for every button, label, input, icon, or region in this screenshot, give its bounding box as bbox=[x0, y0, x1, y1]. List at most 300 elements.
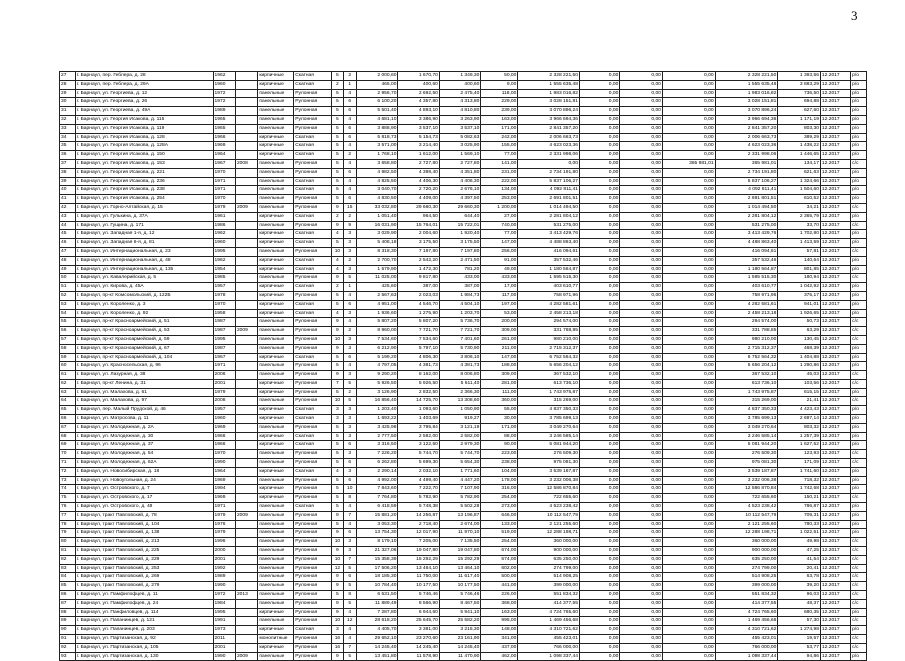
cell-reconstruction-year: 2009 bbox=[235, 511, 257, 520]
cell-wall-material: кирпичные bbox=[258, 291, 294, 300]
cell-cost-sum: 12 586 870,84 bbox=[715, 485, 778, 494]
cell-total-area: 465,00 bbox=[356, 80, 397, 89]
cell-entrances: 6 bbox=[343, 98, 356, 107]
cell-reconstruction-year bbox=[235, 115, 257, 124]
cell-residential-area: 3 537,10 bbox=[398, 124, 439, 133]
cell-private-area: 4 406,30 bbox=[439, 177, 480, 186]
cell-address: г. Барнаул, ул. Партизанская, д. 130 bbox=[75, 652, 213, 661]
cell-cost-sum: 403 610,77 bbox=[715, 283, 778, 292]
cell-cost-owners: 0,00 bbox=[662, 441, 715, 450]
cell-reconstruction-year bbox=[235, 89, 257, 98]
cell-address: г. Барнаул, ул. Молодежная, д. 2А bbox=[75, 423, 213, 432]
cell-cost-owners: 0,00 bbox=[662, 538, 715, 547]
cell-unit-cost: 1 438,22 bbox=[778, 142, 821, 151]
cell-entrances: 4 bbox=[343, 608, 356, 617]
cell-cost-federal: 0,00 bbox=[579, 353, 619, 362]
cell-cost-federal: 0,00 bbox=[579, 283, 619, 292]
cell-completion-date: 12.2017 bbox=[820, 256, 850, 265]
cell-method: с/с bbox=[851, 564, 867, 573]
cell-reconstruction-year bbox=[235, 142, 257, 151]
cell-cost-total: 3 246 585,14 bbox=[518, 432, 580, 441]
cell-row-number: 32 bbox=[60, 115, 76, 124]
cell-private-area: 400,60 bbox=[439, 80, 480, 89]
cell-row-number: 72 bbox=[60, 467, 76, 476]
cell-reconstruction-year bbox=[235, 626, 257, 635]
cell-private-area: 1 349,30 bbox=[439, 72, 480, 81]
cell-private-area: 4 351,80 bbox=[439, 168, 480, 177]
cell-cost-sum: 975 081,30 bbox=[715, 459, 778, 468]
cell-reconstruction-year bbox=[235, 520, 257, 529]
cell-private-area: 2 979,30 bbox=[439, 441, 480, 450]
cell-reconstruction-year bbox=[235, 643, 257, 652]
cell-cost-owners: 0,00 bbox=[662, 327, 715, 336]
cell-residential-area: 4 398,40 bbox=[398, 168, 439, 177]
cell-completion-date: 12.2017 bbox=[820, 309, 850, 318]
cell-method: р/о bbox=[851, 265, 867, 274]
cell-residential-area: 3 381,00 bbox=[398, 626, 439, 635]
cell-completion-date: 12.2017 bbox=[820, 362, 850, 371]
cell-row-number: 52 bbox=[60, 291, 76, 300]
cell-total-area: 3 888,90 bbox=[356, 124, 397, 133]
cell-residential-area: 5 154,73 bbox=[398, 133, 439, 142]
cell-row-number: 85 bbox=[60, 582, 76, 591]
cell-cost-federal: 0,00 bbox=[579, 608, 619, 617]
table-row bbox=[60, 212, 867, 221]
cell-unit-cost: 1 290,86 bbox=[778, 362, 821, 371]
cell-method: с/с bbox=[851, 555, 867, 564]
cell-reconstruction-year bbox=[235, 212, 257, 221]
cell-row-number: 38 bbox=[60, 168, 76, 177]
cell-cost-total: 531 275,00 bbox=[518, 221, 580, 230]
cell-cost-regional: 0,00 bbox=[620, 564, 663, 573]
cell-private-area: 15 722,01 bbox=[439, 221, 480, 230]
cell-wall-material: панельные bbox=[258, 555, 294, 564]
table-row bbox=[60, 538, 867, 547]
cell-residents: 134,00 bbox=[481, 186, 518, 195]
cell-cost-federal: 0,00 bbox=[579, 643, 619, 652]
cell-floors: 5 bbox=[332, 133, 343, 142]
cell-method: с/с bbox=[851, 203, 867, 212]
cell-cost-regional: 0,00 bbox=[620, 247, 663, 256]
cell-build-year: 1970 bbox=[213, 168, 235, 177]
cell-address: г. Барнаул, пер. Геблера, д. 29А bbox=[75, 80, 213, 89]
cell-roof-type: Рулонная bbox=[294, 379, 332, 388]
cell-cost-owners: 0,00 bbox=[662, 450, 715, 459]
cell-residents: 341,00 bbox=[481, 635, 518, 644]
cell-cost-sum: 613 736,10 bbox=[715, 379, 778, 388]
cell-entrances: 2 bbox=[343, 388, 356, 397]
cell-entrances: 4 bbox=[343, 503, 356, 512]
cell-build-year: 1971 bbox=[213, 186, 235, 195]
cell-entrances: 3 bbox=[343, 406, 356, 415]
cell-cost-owners: 0,00 bbox=[662, 353, 715, 362]
cell-residents: 281,00 bbox=[481, 379, 518, 388]
cell-entrances: 3 bbox=[343, 467, 356, 476]
cell-entrances: 8 bbox=[343, 494, 356, 503]
cell-private-area: 15 292,29 bbox=[439, 555, 480, 564]
cell-address: г. Барнаул, ул. Георгия Исакова, д. 254 bbox=[75, 195, 213, 204]
cell-method: р/о bbox=[851, 608, 867, 617]
cell-private-area: 5 744,70 bbox=[439, 450, 480, 459]
cell-completion-date: 12.2017 bbox=[820, 415, 850, 424]
cell-residential-area: 1 275,90 bbox=[398, 309, 439, 318]
cell-entrances: 5 bbox=[343, 564, 356, 573]
cell-method: с/с bbox=[851, 635, 867, 644]
cell-total-area: 3 040,70 bbox=[356, 186, 397, 195]
cell-total-area: 11 889,49 bbox=[356, 599, 397, 608]
cell-cost-owners: 0,00 bbox=[662, 80, 715, 89]
cell-wall-material: кирпичные bbox=[258, 494, 294, 503]
cell-cost-federal: 0,00 bbox=[579, 450, 619, 459]
cell-roof-type: Рулонная bbox=[294, 538, 332, 547]
cell-cost-regional: 0,00 bbox=[620, 441, 663, 450]
cell-residents: 229,00 bbox=[481, 98, 518, 107]
cell-address: г. Барнаул, ул. Островского, д. 48 bbox=[75, 503, 213, 512]
cell-roof-type: Рулонная bbox=[294, 221, 332, 230]
cell-residents: 674,00 bbox=[481, 547, 518, 556]
cell-residents: 462,00 bbox=[481, 652, 518, 661]
cell-residents: 27,00 bbox=[481, 212, 518, 221]
cell-row-number: 27 bbox=[60, 72, 76, 81]
cell-cost-owners: 0,00 bbox=[662, 274, 715, 283]
cell-cost-federal: 0,00 bbox=[579, 309, 619, 318]
cell-reconstruction-year bbox=[235, 608, 257, 617]
cell-floors: 5 bbox=[332, 107, 343, 116]
cell-reconstruction-year bbox=[235, 388, 257, 397]
cell-private-area: 7 401,60 bbox=[439, 335, 480, 344]
cell-completion-date: 12.2017 bbox=[820, 485, 850, 494]
cell-cost-federal: 0,00 bbox=[579, 511, 619, 520]
cell-wall-material: панельные bbox=[258, 318, 294, 327]
cell-address: г. Барнаул, ул. Короленко, д. 92 bbox=[75, 309, 213, 318]
cell-roof-type: Рулонная bbox=[294, 643, 332, 652]
cell-row-number: 31 bbox=[60, 107, 76, 116]
cell-cost-regional: 0,00 bbox=[620, 239, 663, 248]
cell-unit-cost: 63,29 bbox=[778, 327, 821, 336]
cell-cost-sum: 2 841 357,20 bbox=[715, 124, 778, 133]
cell-address: г. Барнаул, ул. Молодежная, д. 54 bbox=[75, 450, 213, 459]
cell-unit-cost: 94,86 bbox=[778, 652, 821, 661]
cell-entrances: 6 bbox=[343, 195, 356, 204]
cell-cost-owners: 0,00 bbox=[662, 635, 715, 644]
cell-build-year: 1996 bbox=[213, 538, 235, 547]
cell-build-year: 2001 bbox=[213, 379, 235, 388]
cell-build-year: 1967 bbox=[213, 353, 235, 362]
cell-wall-material: панельные bbox=[258, 168, 294, 177]
cell-total-area: 8 179,10 bbox=[356, 538, 397, 547]
cell-cost-federal: 0,00 bbox=[579, 335, 619, 344]
cell-build-year: 1973 bbox=[213, 626, 235, 635]
cell-address: г. Барнаул, ул. Георгия Исакова, д. 150 bbox=[75, 151, 213, 160]
cell-method: р/о bbox=[851, 441, 867, 450]
table-row bbox=[60, 291, 867, 300]
cell-entrances: 5 bbox=[343, 397, 356, 406]
cell-cost-total: 514 908,25 bbox=[518, 573, 580, 582]
cell-residential-area: 11 578,90 bbox=[398, 652, 439, 661]
cell-cost-owners: 0,00 bbox=[662, 142, 715, 151]
cell-method: с/с bbox=[851, 547, 867, 556]
cell-completion-date: 12.2017 bbox=[820, 239, 850, 248]
cell-unit-cost: 941,01 bbox=[778, 300, 821, 309]
cell-cost-owners: 0,00 bbox=[662, 494, 715, 503]
cell-cost-total: 766 000,00 bbox=[518, 643, 580, 652]
cell-cost-sum: 315 269,00 bbox=[715, 397, 778, 406]
cell-entrances: 5 bbox=[343, 274, 356, 283]
cell-cost-federal: 0,00 bbox=[579, 388, 619, 397]
cell-method: с/с bbox=[851, 327, 867, 336]
table-row bbox=[60, 503, 867, 512]
cell-wall-material: панельные bbox=[258, 186, 294, 195]
table-row bbox=[60, 177, 867, 186]
cell-entrances: 7 bbox=[343, 643, 356, 652]
cell-address: г. Барнаул, ул. Красносельская, д. 96 bbox=[75, 362, 213, 371]
cell-floors: 9 bbox=[332, 599, 343, 608]
cell-wall-material: кирпичные bbox=[258, 72, 294, 81]
cell-build-year: 2011 bbox=[213, 635, 235, 644]
cell-floors: 5 bbox=[332, 485, 343, 494]
cell-cost-sum: 4 837 350,33 bbox=[715, 406, 778, 415]
cell-cost-total: 2 121 255,60 bbox=[518, 520, 580, 529]
cell-reconstruction-year bbox=[235, 265, 257, 274]
cell-total-area: 5 199,20 bbox=[356, 353, 397, 362]
cell-reconstruction-year: 2009 bbox=[235, 327, 257, 336]
cell-cost-sum: 360 000,00 bbox=[715, 538, 778, 547]
cell-row-number: 77 bbox=[60, 511, 76, 520]
cell-wall-material: кирпичные bbox=[258, 467, 294, 476]
cell-row-number: 56 bbox=[60, 327, 76, 336]
cell-reconstruction-year bbox=[235, 353, 257, 362]
cell-total-area: 1 936,60 bbox=[356, 309, 397, 318]
cell-cost-regional: 0,00 bbox=[620, 503, 663, 512]
cell-unit-cost: 45,03 bbox=[778, 371, 821, 380]
cell-completion-date: 12.2017 bbox=[820, 608, 850, 617]
cell-total-area: 2 700,70 bbox=[356, 256, 397, 265]
cell-completion-date: 12.2017 bbox=[820, 115, 850, 124]
cell-wall-material: панельные bbox=[258, 274, 294, 283]
cell-cost-regional: 0,00 bbox=[620, 635, 663, 644]
cell-entrances: 3 bbox=[343, 247, 356, 256]
cell-total-area: 16 856,40 bbox=[356, 397, 397, 406]
cell-residential-area: 12 017,90 bbox=[398, 529, 439, 538]
cell-cost-total: 331 788,85 bbox=[518, 327, 580, 336]
cell-total-area: 18 185,30 bbox=[356, 573, 397, 582]
cell-reconstruction-year bbox=[235, 617, 257, 626]
cell-total-area: 3 029,90 bbox=[356, 230, 397, 239]
cell-entrances: 2 bbox=[343, 72, 356, 81]
table-row bbox=[60, 124, 867, 133]
cell-total-area: 11 025,00 bbox=[356, 274, 397, 283]
cell-residential-area: 13 464,10 bbox=[398, 564, 439, 573]
cell-cost-regional: 0,00 bbox=[620, 274, 663, 283]
cell-cost-owners: 0,00 bbox=[662, 335, 715, 344]
cell-residential-area: 7 197,80 bbox=[398, 247, 439, 256]
cell-private-area: 2 674,00 bbox=[439, 520, 480, 529]
cell-floors: 10 bbox=[332, 617, 343, 626]
cell-unit-cost: 709,31 bbox=[778, 511, 821, 520]
cell-entrances: 4 bbox=[343, 186, 356, 195]
cell-cost-total: 1 983 016,82 bbox=[518, 89, 580, 98]
cell-cost-owners: 0,00 bbox=[662, 230, 715, 239]
cell-entrances: 4 bbox=[343, 520, 356, 529]
cell-completion-date: 12.2017 bbox=[820, 72, 850, 81]
cell-row-number: 41 bbox=[60, 195, 76, 204]
cell-entrances: 10 bbox=[343, 485, 356, 494]
cell-residential-area: 1 093,60 bbox=[398, 406, 439, 415]
cell-cost-regional: 0,00 bbox=[620, 379, 663, 388]
cell-cost-federal: 0,00 bbox=[579, 168, 619, 177]
cell-entrances: 5 bbox=[343, 599, 356, 608]
cell-private-area: 5 782,90 bbox=[439, 494, 480, 503]
cell-cost-total: 1 098 337,44 bbox=[518, 652, 580, 661]
cell-cost-total: 900 000,00 bbox=[518, 547, 580, 556]
cell-completion-date: 12.2017 bbox=[820, 344, 850, 353]
cell-cost-sum: 399 000,00 bbox=[715, 582, 778, 591]
cell-reconstruction-year bbox=[235, 335, 257, 344]
cell-row-number: 76 bbox=[60, 503, 76, 512]
cell-wall-material: панельные bbox=[258, 591, 294, 600]
cell-cost-regional: 0,00 bbox=[620, 177, 663, 186]
cell-residents: 211,00 bbox=[481, 344, 518, 353]
cell-unit-cost: 468,39 bbox=[778, 344, 821, 353]
cell-completion-date: 12.2017 bbox=[820, 89, 850, 98]
cell-private-area: 4 313,80 bbox=[439, 98, 480, 107]
cell-address: г. Барнаул, тракт Павловский, д. 279 bbox=[75, 582, 213, 591]
cell-total-area: 4 825,50 bbox=[356, 177, 397, 186]
cell-cost-regional: 0,00 bbox=[620, 397, 663, 406]
cell-cost-federal: 0,00 bbox=[579, 415, 619, 424]
cell-cost-total: 3 049 270,64 bbox=[518, 423, 580, 432]
cell-residential-area: 29 660,30 bbox=[398, 203, 439, 212]
cell-residential-area: 5 926,50 bbox=[398, 379, 439, 388]
cell-cost-sum: 5 837 106,27 bbox=[715, 177, 778, 186]
cell-build-year: 1967 bbox=[213, 159, 235, 168]
cell-residential-area: 1 670,70 bbox=[398, 72, 439, 81]
cell-cost-sum: 1 983 016,82 bbox=[715, 89, 778, 98]
cell-build-year: 1969 bbox=[213, 494, 235, 503]
cell-completion-date: 12.2017 bbox=[820, 643, 850, 652]
cell-wall-material: панельные bbox=[258, 511, 294, 520]
cell-cost-federal: 0,00 bbox=[579, 221, 619, 230]
cell-entrances: 12 bbox=[343, 617, 356, 626]
cell-cost-sum: 3 966 694,36 bbox=[715, 115, 778, 124]
cell-wall-material: панельные bbox=[258, 177, 294, 186]
cell-entrances: 3 bbox=[343, 547, 356, 556]
cell-cost-sum: 1 469 456,68 bbox=[715, 617, 778, 626]
cell-total-area: 6 418,59 bbox=[356, 503, 397, 512]
cell-address: г. Барнаул, ул. Молодежная, д. 62А bbox=[75, 459, 213, 468]
cell-method: р/о bbox=[851, 142, 867, 151]
table-row bbox=[60, 115, 867, 124]
cell-row-number: 49 bbox=[60, 265, 76, 274]
cell-cost-federal: 0,00 bbox=[579, 203, 619, 212]
cell-cost-federal: 0,00 bbox=[579, 247, 619, 256]
cell-cost-sum: 276 509,30 bbox=[715, 450, 778, 459]
table-row bbox=[60, 617, 867, 626]
table-row bbox=[60, 459, 867, 468]
cell-method: р/о bbox=[851, 300, 867, 309]
cell-wall-material: панельные bbox=[258, 371, 294, 380]
table-row bbox=[60, 142, 867, 151]
cell-private-area: 919,27 bbox=[439, 415, 480, 424]
cell-roof-type: Скатная bbox=[294, 300, 332, 309]
table-row bbox=[60, 195, 867, 204]
cell-unit-cost: 140,64 bbox=[778, 256, 821, 265]
cell-cost-owners: 0,00 bbox=[662, 344, 715, 353]
cell-total-area: 15 358,39 bbox=[356, 555, 397, 564]
cell-method: с/с bbox=[851, 335, 867, 344]
cell-unit-cost: 20,41 bbox=[778, 564, 821, 573]
table-row bbox=[60, 98, 867, 107]
cell-residents: 273,00 bbox=[481, 503, 518, 512]
cell-cost-federal: 0,00 bbox=[579, 151, 619, 160]
cell-entrances: 4 bbox=[343, 291, 356, 300]
cell-completion-date: 12.2017 bbox=[820, 151, 850, 160]
table-row bbox=[60, 309, 867, 318]
cell-build-year: 1957 bbox=[213, 406, 235, 415]
cell-floors: 5 bbox=[332, 494, 343, 503]
cell-roof-type: Рулонная bbox=[294, 459, 332, 468]
cell-roof-type: Рулонная bbox=[294, 274, 332, 283]
cell-total-area: 5 926,50 bbox=[356, 379, 397, 388]
cell-wall-material: панельные bbox=[258, 529, 294, 538]
cell-unit-cost: 694,88 bbox=[778, 98, 821, 107]
table-row bbox=[60, 485, 867, 494]
cell-method: с/с bbox=[851, 591, 867, 600]
cell-completion-date: 12.2017 bbox=[820, 133, 850, 142]
cell-address: г. Барнаул, ул. Молодежная, д. 30 bbox=[75, 432, 213, 441]
cell-residential-area: 5 746,46 bbox=[398, 591, 439, 600]
cell-cost-federal: 0,00 bbox=[579, 291, 619, 300]
cell-floors: 9 bbox=[332, 203, 343, 212]
cell-completion-date: 12.2017 bbox=[820, 177, 850, 186]
cell-address: г. Барнаул, ул. Молодежная, д. 37 bbox=[75, 441, 213, 450]
cell-wall-material: панельные bbox=[258, 520, 294, 529]
cell-cost-regional: 0,00 bbox=[620, 72, 663, 81]
cell-private-area: 1 984,73 bbox=[439, 291, 480, 300]
cell-residents: 197,00 bbox=[481, 300, 518, 309]
table-row bbox=[60, 335, 867, 344]
cell-roof-type: Рулонная bbox=[294, 344, 332, 353]
cell-total-area: 6 212,90 bbox=[356, 344, 397, 353]
cell-floors: 9 bbox=[332, 318, 343, 327]
cell-cost-total: 2 691 801,51 bbox=[518, 195, 580, 204]
cell-address: г. Барнаул, тракт Павловский, д. 269 bbox=[75, 573, 213, 582]
cell-floors: 5 bbox=[332, 195, 343, 204]
cell-floors: 3 bbox=[332, 626, 343, 635]
cell-residents: 88,00 bbox=[481, 432, 518, 441]
cell-cost-regional: 0,00 bbox=[620, 309, 663, 318]
cell-build-year: 1979 bbox=[213, 511, 235, 520]
cell-reconstruction-year bbox=[235, 80, 257, 89]
cell-row-number: 45 bbox=[60, 230, 76, 239]
cell-total-area: 13 451,80 bbox=[356, 652, 397, 661]
cell-address: г. Барнаул, пер. Геблера, д. 28 bbox=[75, 72, 213, 81]
cell-residents: 155,00 bbox=[481, 142, 518, 151]
cell-cost-owners: 0,00 bbox=[662, 591, 715, 600]
cell-row-number: 69 bbox=[60, 441, 76, 450]
cell-reconstruction-year: 2009 bbox=[235, 652, 257, 661]
cell-cost-regional: 0,00 bbox=[620, 626, 663, 635]
cell-floors: 5 bbox=[332, 476, 343, 485]
cell-roof-type: Скатная bbox=[294, 626, 332, 635]
cell-cost-regional: 0,00 bbox=[620, 80, 663, 89]
cell-unit-cost: 610,52 bbox=[778, 195, 821, 204]
cell-residential-area: 1 612,00 bbox=[398, 151, 439, 160]
cell-row-number: 83 bbox=[60, 564, 76, 573]
cell-address: г. Барнаул, ул. Партизанская, д. 105 bbox=[75, 643, 213, 652]
cell-method: р/о bbox=[851, 98, 867, 107]
cell-unit-cost: 1 022,51 bbox=[778, 529, 821, 538]
